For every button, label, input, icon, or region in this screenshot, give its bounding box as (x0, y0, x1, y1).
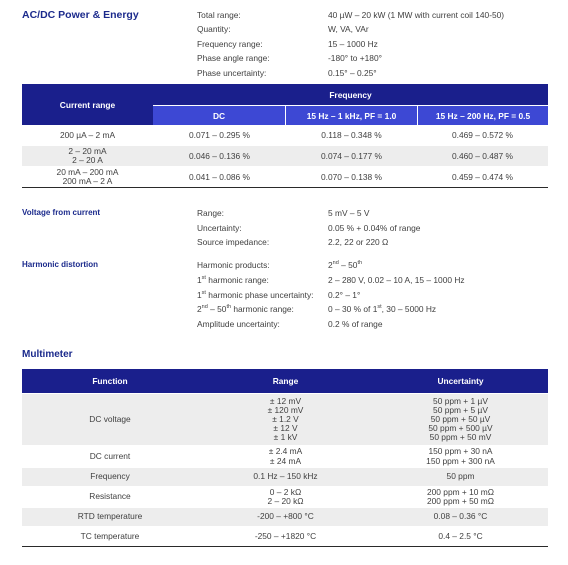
uncertainty-line: 200 ppm + 10 mΩ (426, 486, 495, 497)
header-function: Function (92, 376, 128, 386)
value-sup: st (377, 304, 382, 311)
label-text: 1 (197, 275, 202, 285)
range-line: 2 – 20 A (72, 155, 103, 165)
cell-f1: 0.074 – 0.177 % (320, 150, 382, 161)
table-row (22, 167, 548, 187)
spec-label: Total range: (197, 10, 241, 20)
cell-function: Frequency (90, 471, 130, 482)
spec-label: Range: (197, 208, 225, 218)
uncertainty-line: 50 ppm + 500 µV (428, 423, 493, 434)
cell-range (22, 167, 153, 187)
cell-range (198, 446, 373, 467)
cell-f1: 0.070 – 0.138 % (320, 171, 382, 182)
section-title-power: AC/DC Power & Energy (22, 9, 139, 21)
header-uncertainty: Uncertainty (437, 376, 484, 386)
range-line: 200 mA – 2 A (62, 176, 113, 186)
label-text: harmonic phase uncertainty: (205, 290, 314, 300)
label-text: 2 (197, 304, 202, 314)
header-dc: DC (153, 106, 285, 125)
section-title-multimeter: Multimeter (22, 349, 73, 360)
label-sup: st (201, 275, 206, 282)
cell-uncertainty: 0.08 – 0.36 °C (433, 511, 488, 522)
uncertainty-line: 50 ppm + 50 mV (429, 432, 492, 443)
label-text: Harmonic products: (197, 260, 270, 270)
cell-uncertainty (373, 446, 548, 467)
section-title-harmonic: Harmonic distortion (22, 260, 99, 269)
spec-value: 2.2, 22 or 220 Ω (328, 237, 389, 247)
table-row (22, 446, 548, 467)
table-bottom-rule (22, 187, 548, 188)
range-line: 2 – 20 kΩ (267, 496, 304, 506)
spec-value: 0.15° – 0.25° (328, 68, 377, 78)
value-sup: th (357, 260, 363, 267)
header-freq-1: 15 Hz – 1 kHz, PF = 1.0 (286, 106, 417, 125)
cell-dc: 0.046 – 0.136 % (188, 150, 250, 161)
spec-value: 0.2 % of range (328, 319, 383, 329)
cell-range (198, 394, 373, 445)
value-sup: nd (332, 260, 339, 267)
spec-label (197, 275, 269, 285)
range-line: ± 12 mV (269, 395, 302, 406)
section-title-voltage-from-current: Voltage from current (22, 208, 101, 217)
cell-uncertainty: 50 ppm (446, 471, 475, 482)
spec-value: W, VA, VAr (328, 24, 369, 34)
cell-function: Resistance (89, 491, 131, 502)
range-line: ± 1 kV (273, 432, 298, 443)
spec-value: 2 – 280 V, 0.02 – 10 A, 15 – 1000 Hz (328, 275, 465, 285)
table-row (22, 528, 548, 546)
range-line: 0 – 2 kΩ (269, 486, 302, 497)
range-line: ± 120 mV (267, 404, 304, 415)
cell-dc: 0.041 – 0.086 % (188, 171, 250, 182)
cell-function: TC temperature (80, 531, 140, 542)
header-current-range: Current range (22, 84, 153, 125)
cell-range: 200 µA – 2 mA (59, 130, 116, 141)
spec-value: 15 – 1000 Hz (328, 39, 378, 49)
value-text: , 30 – 5000 Hz (381, 304, 437, 314)
cell-function: RTD temperature (77, 511, 143, 522)
value-text: 2 (328, 260, 333, 270)
label-text: 1 (197, 290, 202, 300)
spec-label (197, 260, 270, 270)
cell-range (22, 146, 153, 166)
label-sup: nd (201, 304, 208, 311)
spec-label: Quantity: (197, 24, 231, 34)
spec-value: 40 µW – 20 kW (1 MW with current coil 140-50) (328, 10, 505, 20)
spec-value: 0.05 % + 0.04% of range (328, 223, 421, 233)
spec-label: Frequency range: (197, 39, 263, 49)
label-text: – 50 (207, 304, 227, 314)
spec-label (197, 290, 314, 300)
range-line: ± 12 V (273, 423, 298, 434)
uncertainty-line: 150 ppm + 30 nA (428, 446, 493, 457)
cell-f2: 0.460 – 0.487 % (451, 150, 513, 161)
value-text: 0 – 30 % of 1 (328, 304, 378, 314)
cell-range (198, 487, 373, 507)
cell-function: DC voltage (89, 413, 131, 424)
range-line: ± 2.4 mA (268, 446, 303, 457)
table-bottom-rule (22, 546, 548, 547)
cell-range: -200 – +800 °C (257, 511, 314, 522)
label-sup: th (226, 304, 232, 311)
table-row (22, 394, 548, 445)
spec-label: Phase uncertainty: (197, 68, 267, 78)
range-line: 2 – 20 mA (68, 146, 107, 157)
uncertainty-line: 50 ppm + 1 µV (433, 395, 488, 406)
range-line: ± 1.2 V (272, 413, 299, 424)
value-text: – 50 (338, 260, 358, 270)
range-line: 20 mA – 200 mA (56, 167, 119, 178)
cell-f2: 0.459 – 0.474 % (451, 171, 513, 182)
spec-value: 0.2° – 1° (328, 290, 361, 300)
range-line: ± 24 mA (269, 455, 302, 466)
label-text: harmonic range: (205, 275, 269, 285)
table-row (22, 146, 548, 166)
table-row (22, 508, 548, 526)
uncertainty-line: 50 ppm + 5 µV (433, 404, 488, 415)
spec-label: Amplitude uncertainty: (197, 319, 280, 329)
cell-dc: 0.071 – 0.295 % (188, 130, 250, 141)
uncertainty-line: 150 ppm + 300 nA (426, 455, 495, 466)
label-sup: st (201, 290, 206, 297)
header-frequency: Frequency (153, 84, 548, 105)
table-row (22, 126, 548, 145)
spec-label: Phase angle range: (197, 53, 270, 63)
cell-f1: 0.118 – 0.348 % (321, 130, 382, 141)
spec-label (197, 304, 294, 314)
table-row (22, 487, 548, 507)
cell-function: DC current (89, 450, 131, 461)
spec-value: -180° to +180° (328, 53, 382, 63)
cell-range: 0.1 Hz – 150 kHz (253, 471, 318, 482)
cell-uncertainty (373, 394, 548, 445)
cell-range: -250 – +1820 °C (254, 531, 317, 542)
table-row (22, 468, 548, 486)
spec-value (328, 304, 436, 314)
header-range: Range (272, 376, 299, 386)
label-text: harmonic range: (231, 304, 294, 314)
cell-uncertainty (373, 487, 548, 507)
table-header (22, 369, 548, 393)
spec-label: Uncertainty: (197, 223, 242, 233)
uncertainty-line: 50 ppm + 50 µV (430, 413, 491, 424)
cell-f2: 0.469 – 0.572 % (451, 130, 513, 141)
uncertainty-line: 200 ppm + 50 mΩ (426, 496, 495, 506)
spec-value (328, 260, 362, 270)
spec-value: 5 mV – 5 V (328, 208, 370, 218)
header-freq-2: 15 Hz – 200 Hz, PF = 0.5 (418, 106, 548, 125)
cell-uncertainty: 0.4 – 2.5 °C (438, 531, 483, 542)
spec-label: Source impedance: (197, 237, 270, 247)
